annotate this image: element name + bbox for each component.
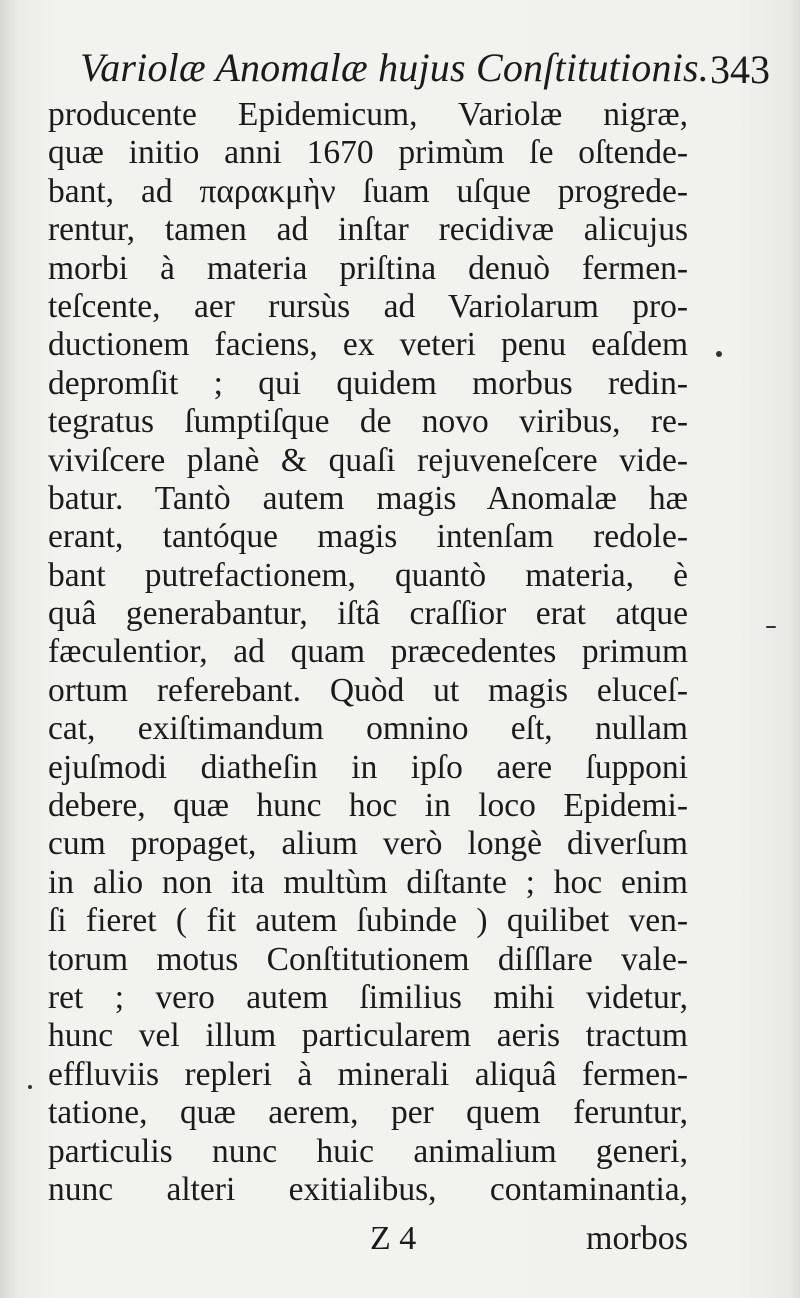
ink-speck <box>28 1085 32 1089</box>
text-line: bant, ad παρακμὴν ſuam uſque progrede- <box>48 172 688 210</box>
body-text <box>48 96 688 1209</box>
signature-mark: Z 4 <box>370 1220 417 1257</box>
catchword: morbos <box>586 1220 688 1257</box>
text-line: torum motus Conſtitutionem diſſlare vale- <box>48 940 688 978</box>
text-line: particulis nunc huic animalium generi, <box>48 1132 688 1170</box>
text-line: ductionem faciens, ex veteri penu eaſdem <box>48 326 688 364</box>
text-line: ſi fieret ( fit autem ſubinde ) quilibet ven- <box>48 902 688 940</box>
text-line: quæ initio anni 1670 primùm ſe oſtende- <box>48 134 688 172</box>
page-footer <box>48 1218 688 1268</box>
text-line: ret ; vero autem ſimilius mihi videtur, <box>48 978 688 1016</box>
running-title: Variolæ Anomalæ hujus Conſtitutionis. <box>80 45 709 90</box>
text-line: rentur, tamen ad inſtar recidivæ alicujus <box>48 211 688 249</box>
text-line: effluviis repleri à minerali aliquâ fermen- <box>48 1055 688 1093</box>
text-line: ortum referebant. Quòd ut magis eluceſ- <box>48 671 688 709</box>
text-line: cat, exiſtimandum omnino eſt, nullam <box>48 710 688 748</box>
text-line: hunc vel illum particularem aeris tractum <box>48 1017 688 1055</box>
ink-speck <box>716 351 722 357</box>
text-line: tatione, quæ aerem, per quem feruntur, <box>48 1094 688 1132</box>
text-line: depromſit ; qui quidem morbus redin- <box>48 364 688 402</box>
text-line: producente Epidemicum, Variolæ nigræ, <box>48 96 688 133</box>
text-line: in alio non ita multùm diſtante ; hoc enim <box>48 863 688 901</box>
page-number: 343 <box>710 47 770 92</box>
text-line: tegratus ſumptiſque de novo viribus, re- <box>48 403 688 441</box>
text-line: batur. Tantò autem magis Anomalæ hæ <box>48 479 688 517</box>
ink-speck <box>766 626 776 628</box>
page-header <box>80 40 770 100</box>
text-line: bant putrefactionem, quantò materia, è <box>48 556 688 594</box>
text-line: quâ generabantur, iſtâ craſſior erat atque <box>48 595 688 633</box>
text-line: debere, quæ hunc hoc in loco Epidemi- <box>48 787 688 825</box>
text-line: fæculentior, ad quam præcedentes primum <box>48 633 688 671</box>
text-line: teſcente, aer rursùs ad Variolarum pro- <box>48 287 688 325</box>
text-line: viviſcere planè & quaſi rejuveneſcere vide- <box>48 441 688 479</box>
text-line: morbi à materia priſtina denuò fermen- <box>48 249 688 287</box>
text-line: cum propaget, alium verò longè diverſum <box>48 825 688 863</box>
text-line: ejuſmodi diatheſin in ipſo aere ſupponi <box>48 748 688 786</box>
text-line: erant, tantóque magis intenſam redole- <box>48 518 688 556</box>
text-line: nunc alteri exitialibus, contaminantia, <box>48 1170 688 1208</box>
